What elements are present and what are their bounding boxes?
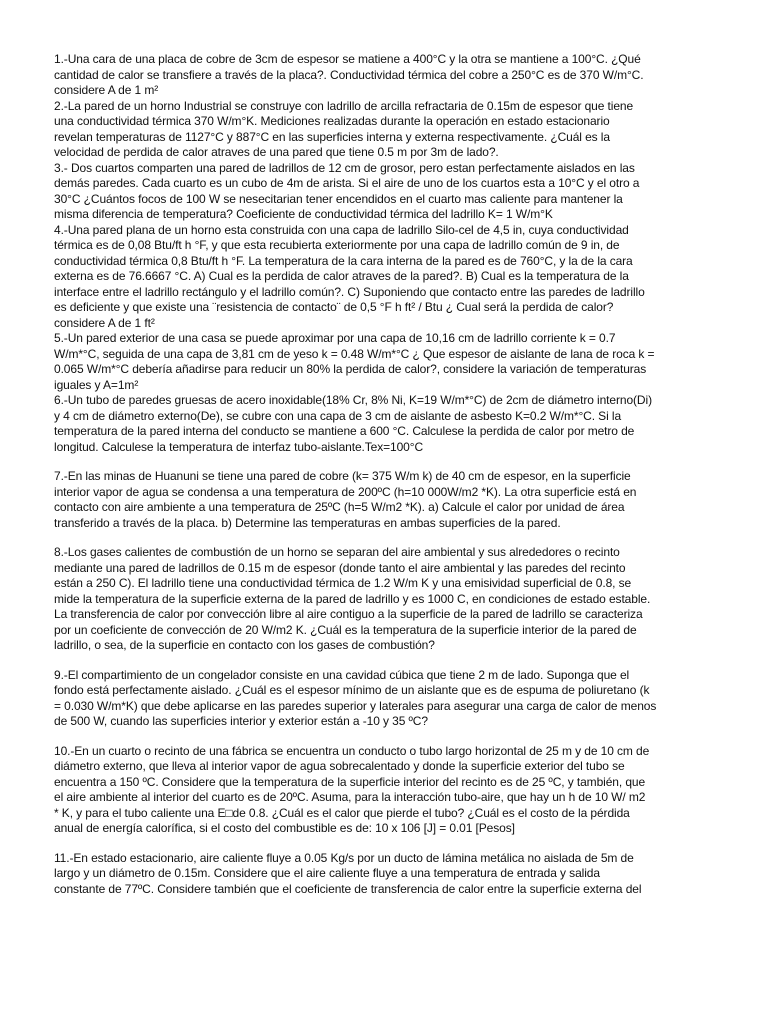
text-line: 6.-Un tubo de paredes gruesas de acero inoxidable(18% Cr, 8% Ni, K=19 W/m*°C) de 2cm de diámetro interno(Di) (54, 393, 652, 407)
text-line: conductividad térmica 0,8 Btu/ft h °F. La temperatura de la cara interna de la pared es de 760°C, y la de la cara (54, 253, 633, 268)
text-line: interior vapor de agua se condensa a una temperatura de 200ºC (h=10 000W/m2 *K). La otra superficie está en (54, 484, 637, 499)
text-line: una conductividad térmica 370 W/m°K. Mediciones realizadas durante la operación en estado estacionario (54, 114, 610, 128)
text-line: considere A de 1 ft² (54, 315, 155, 330)
paragraph-gap (54, 837, 720, 851)
problem-11 (54, 851, 720, 898)
text-line: térmica es de 0,08 Btu/ft h °F, y que esta recubierta exteriormente por una capa de ladrillo común de 9 in, de (54, 238, 620, 252)
problem-5 (54, 331, 720, 393)
text-line: contacto con aire ambiente a una temperatura de 25ºC (h=5 W/m2 *K). a) Calcule el calor por unidad de área (54, 500, 625, 514)
paragraph-gap (54, 730, 720, 744)
text-line: encuentra a 150 ºC. Considere que la temperatura de la superficie interior del recinto es de 25 ºC, y también, que (54, 774, 646, 789)
text-line: misma diferencia de temperatura? Coeficiente de conductividad térmica del ladrillo K= 1 W/m°K (54, 207, 553, 221)
text-line: 30°C ¿Cuántos focos de 100 W se nesecitarian tener encendidos en el cuarto mas caliente para mantener la (54, 191, 623, 206)
text-line: iguales y A=1m² (54, 377, 139, 392)
text-line: es deficiente y que existe una ¨resistencia de contacto¨ de 0,5 °F h ft² / Btu ¿ Cual será la perdida de calor? (54, 300, 614, 314)
text-line: largo y un diámetro de 0.15m. Considere que el aire caliente fluye a una temperatura de entrada y salida (54, 866, 600, 880)
text-line: 2.-La pared de un horno Industrial se construye con ladrillo de arcilla refractaria de 0.15m de espesor que tiene (54, 98, 634, 113)
problem-1 (54, 52, 720, 99)
text-line: longitud. Calculese la temperatura de interfaz tubo-aislante.Tex=100°C (54, 439, 424, 454)
text-line: temperatura de la pared interna del conducto se mantiene a 600 °C. Calculese la perdida de calor por metro de (54, 424, 635, 438)
problem-4 (54, 223, 720, 332)
paragraph-gap (54, 654, 720, 668)
text-line: diámetro externo, que lleva al interior vapor de agua sobrecalentado y donde la superficie exterior del tubo se (54, 759, 625, 773)
paragraph-gap (54, 531, 720, 545)
problem-2 (54, 99, 720, 161)
paragraph-gap (54, 455, 720, 469)
text-line: y 4 cm de diámetro externo(De), se cubre con una capa de 3 cm de aislante de asbesto K=0.2 W/m*°C. Si la (54, 408, 622, 423)
text-line: por un coeficiente de convección de 20 W/m2 K. ¿Cuál es la temperatura de la superficie interior de la pared de (54, 622, 637, 637)
text-line: 11.-En estado estacionario, aire caliente fluye a 0.05 Kg/s por un ducto de lámina metálica no aislada de 5m de (54, 850, 634, 865)
text-line: 4.-Una pared plana de un horno esta construida con una capa de ladrillo Silo-cel de 4,5 in, cuya conductividad (54, 222, 629, 237)
text-line: constante de 77ºC. Considere también que el coeficiente de transferencia de calor entre la superficie externa del (54, 881, 642, 896)
text-line: 1.-Una cara de una placa de cobre de 3cm de espesor se matiene a 400°C y la otra se mantiene a 100°C. ¿Qué (54, 52, 641, 66)
text-line: interface entre el ladrillo rectángulo y el ladrillo común?. C) Suponiendo que contacto entre las paredes de ladrillo (54, 284, 645, 299)
text-line: revelan temperaturas de 1127°C y 887°C en las superficies interna y externa respectivamente. ¿Cuál es la (54, 129, 610, 144)
text-line: de 500 W, cuando las superficies interior y exterior están a -10 y 35 ºC? (54, 714, 428, 728)
text-line: fondo está perfectamente aislado. ¿Cuál es el espesor mínimo de un aislante que es de espuma de poliuretano (k (54, 683, 650, 697)
text-line: mide la temperatura de la superficie externa de la pared de ladrillo y es 1000 C, en condiciones de estado estable. (54, 591, 651, 606)
problem-3 (54, 161, 720, 223)
text-line: 9.-El compartimiento de un congelador consiste en una cavidad cúbica que tiene 2 m de lado. Suponga que el (54, 667, 630, 682)
problem-7 (54, 469, 720, 531)
problem-6 (54, 393, 720, 455)
text-line: 8.-Los gases calientes de combustión de un horno se separan del aire ambiental y sus alrededores o recinto (54, 545, 620, 559)
text-line: W/m*°C, seguida de una capa de 3,81 cm de yeso k = 0.48 W/m*°C ¿ Que espesor de aislante de lana de roca k = (54, 346, 655, 361)
text-line: transferido a través de la placa. b) Determine las temperaturas en ambas superficies de la pared. (54, 515, 561, 530)
text-line: = 0.030 W/m*K) que debe aplicarse en las paredes superior y laterales para asegurar una carga de calor de menos (54, 698, 657, 713)
problem-10 (54, 744, 720, 837)
text-line: cantidad de calor se transfiere a través de la placa?. Conductividad térmica del cobre a 250°C es de 370 W/m°C. (54, 67, 644, 82)
text-line: 5.-Un pared exterior de una casa se puede aproximar por una capa de 10,16 cm de ladrillo corriente k = 0.7 (54, 331, 616, 345)
text-line: anual de energía calorífica, si el costo del combustible es de: 10 x 106 [J] = 0.01 [Pesos] (54, 821, 515, 835)
text-line: externa es de 76.6667 °C. A) Cual es la perdida de calor atraves de la pared?. B) Cual es la temperatura de la (54, 269, 629, 283)
text-line: mediante una pared de ladrillos de 0.15 m de espesor (donde tanto el aire ambiental y las paredes del recinto (54, 560, 626, 575)
text-line: demás paredes. Cada cuarto es un cubo de 4m de arista. Si el aire de uno de los cuartos esta a 10°C y el otro a (54, 176, 640, 190)
problem-9 (54, 668, 720, 730)
text-line: 0.065 W/m*°C debería añadirse para reducir un 80% la perdida de calor?, considere la variación de temperaturas (54, 362, 647, 376)
text-line: 10.-En un cuarto o recinto de una fábrica se encuentra un conducto o tubo largo horizontal de 25 m y de 10 cm de (54, 743, 650, 758)
text-line: 3.- Dos cuartos comparten una pared de ladrillos de 12 cm de grosor, pero estan perfectamente aislados en las (54, 160, 635, 175)
text-line: velocidad de perdida de calor atraves de una pared que tiene 0.5 m por 3m de lado?. (54, 145, 499, 159)
problem-8 (54, 545, 720, 654)
text-line: * K, y para el tubo caliente una E□de 0.8. ¿Cuál es el calor que pierde el tubo? ¿Cuál es el costo de la pérdida (54, 805, 630, 820)
text-line: ladrillo, o sea, de la superficie en contacto con los gases de combustión? (54, 638, 435, 652)
text-line: 7.-En las minas de Huanuni se tiene una pared de cobre (k= 375 W/m k) de 40 cm de espesor, en la superficie (54, 469, 631, 483)
text-line: considere A de 1 m² (54, 83, 159, 97)
text-line: están a 250 C). El ladrillo tiene una conductividad térmica de 1.2 W/m K y una emisividad superficial de 0.8, se (54, 576, 632, 590)
text-line: el aire ambiente al interior del cuarto es de 20ºC. Asuma, para la interacción tubo-aire, que hay un h de 10 W/ m2 (54, 790, 646, 804)
text-line: La transferencia de calor por convección libre al aire contiguo a la superficie de la pared de ladrillo se caracteriza (54, 607, 643, 621)
